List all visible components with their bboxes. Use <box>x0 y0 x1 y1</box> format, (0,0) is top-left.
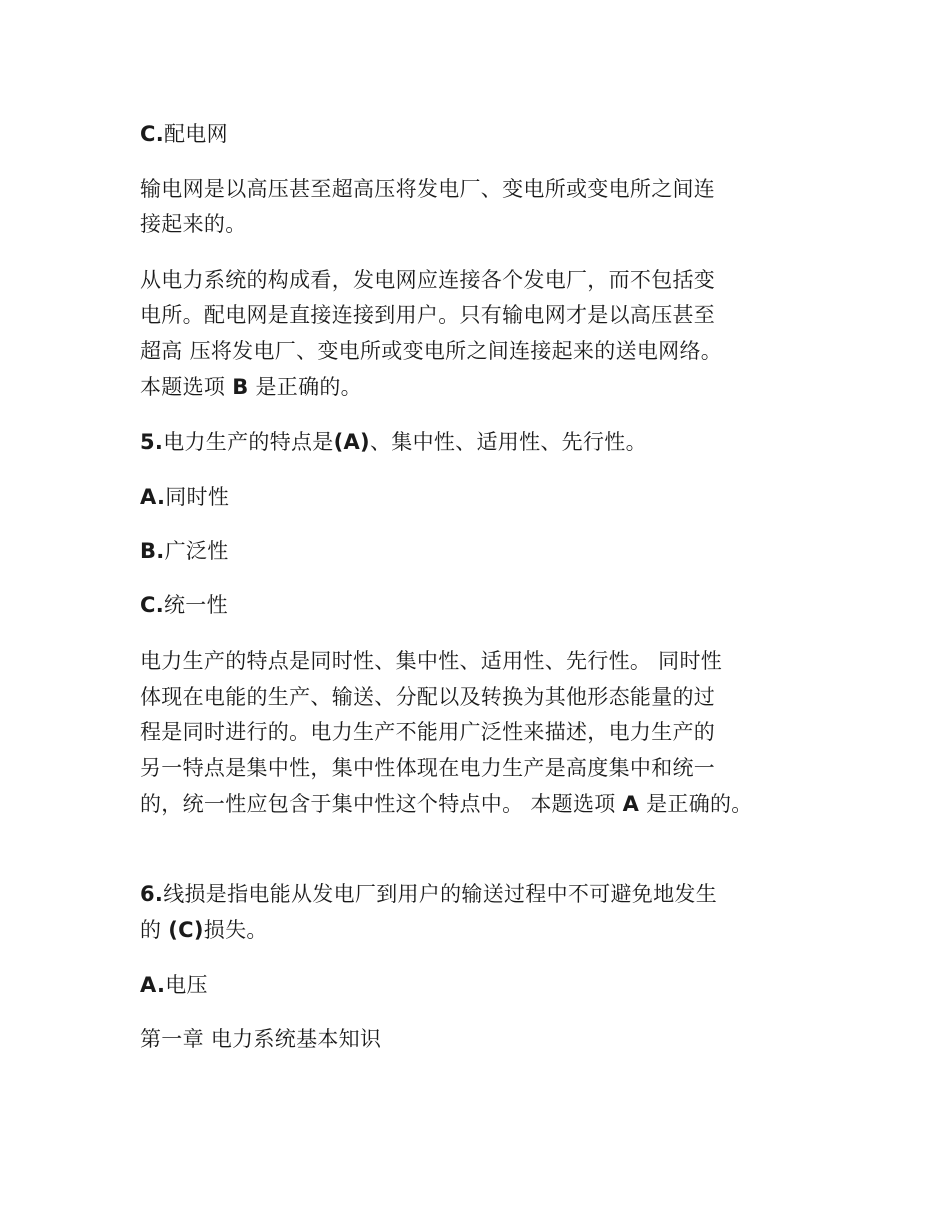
option-label: A. <box>140 973 166 997</box>
question-number: 6. <box>140 882 164 906</box>
paragraph-line: 输电网是以高压甚至超高压将发电厂、变电所或变电所之间连 <box>140 177 716 201</box>
option-text: 电压 <box>165 973 208 997</box>
text-span: 是正确的。 <box>639 792 753 816</box>
option-label: C. <box>140 122 164 146</box>
paragraph-line: 接起来的。 <box>140 212 247 236</box>
option-text: 统一性 <box>164 593 228 617</box>
question-number: 5. <box>140 430 164 454</box>
option-b-line <box>140 539 229 563</box>
paragraph-line: 电所。配电网是直接连接到用户。只有输电网才是以高压甚至 <box>140 303 716 327</box>
text-span: 是正确的。 <box>248 375 362 399</box>
option-c-line <box>140 122 228 146</box>
option-label: B. <box>140 539 165 563</box>
question-answer: (C) <box>168 918 204 942</box>
option-a-line <box>140 973 208 997</box>
paragraph-line: 从电力系统的构成看，发电网应连接各个发电厂，而不包括变 <box>140 268 716 292</box>
question-text: 、集中性、适用性、先行性。 <box>369 430 647 454</box>
option-text: 配电网 <box>164 122 228 146</box>
answer-letter: B <box>232 375 249 399</box>
question-6 <box>140 882 717 906</box>
paragraph-line: 超高 压将发电厂、变电所或变电所之间连接起来的送电网络。 <box>140 339 723 363</box>
paragraph-line: 体现在电能的生产、输送、分配以及转换为其他形态能量的过 <box>140 685 716 709</box>
text-span: 的，统一性应包含于集中性这个特点中。 本题选项 <box>140 792 623 816</box>
paragraph-line: 电力生产的特点是同时性、集中性、适用性、先行性。 同时性 <box>140 649 723 673</box>
question-5 <box>140 430 647 454</box>
question-text: 电力生产的特点是 <box>163 430 334 454</box>
option-label: C. <box>140 593 164 617</box>
paragraph-line: 程是同时进行的。电力生产不能用广泛性来描述，电力生产的 <box>140 720 716 744</box>
question-text: 线损是指电能从发电厂到用户的输送过程中不可避免地发生 <box>163 882 718 906</box>
document-page <box>140 0 840 1230</box>
question-6-cont <box>140 918 268 942</box>
question-text: 损失。 <box>203 918 268 942</box>
chapter-footer: 第一章 电力系统基本知识 <box>140 1027 382 1051</box>
option-text: 广泛性 <box>164 539 229 563</box>
option-c-line <box>140 593 228 617</box>
answer-letter: A <box>622 792 640 816</box>
question-answer: (A) <box>333 430 370 454</box>
option-a-line <box>140 485 229 509</box>
question-text: 的 <box>140 918 169 942</box>
paragraph-line <box>140 375 362 399</box>
paragraph-line <box>140 792 753 816</box>
text-span: 本题选项 <box>140 375 233 399</box>
option-label: A. <box>140 485 166 509</box>
paragraph-line: 另一特点是集中性，集中性体现在电力生产是高度集中和统一 <box>140 756 716 780</box>
option-text: 同时性 <box>165 485 230 509</box>
